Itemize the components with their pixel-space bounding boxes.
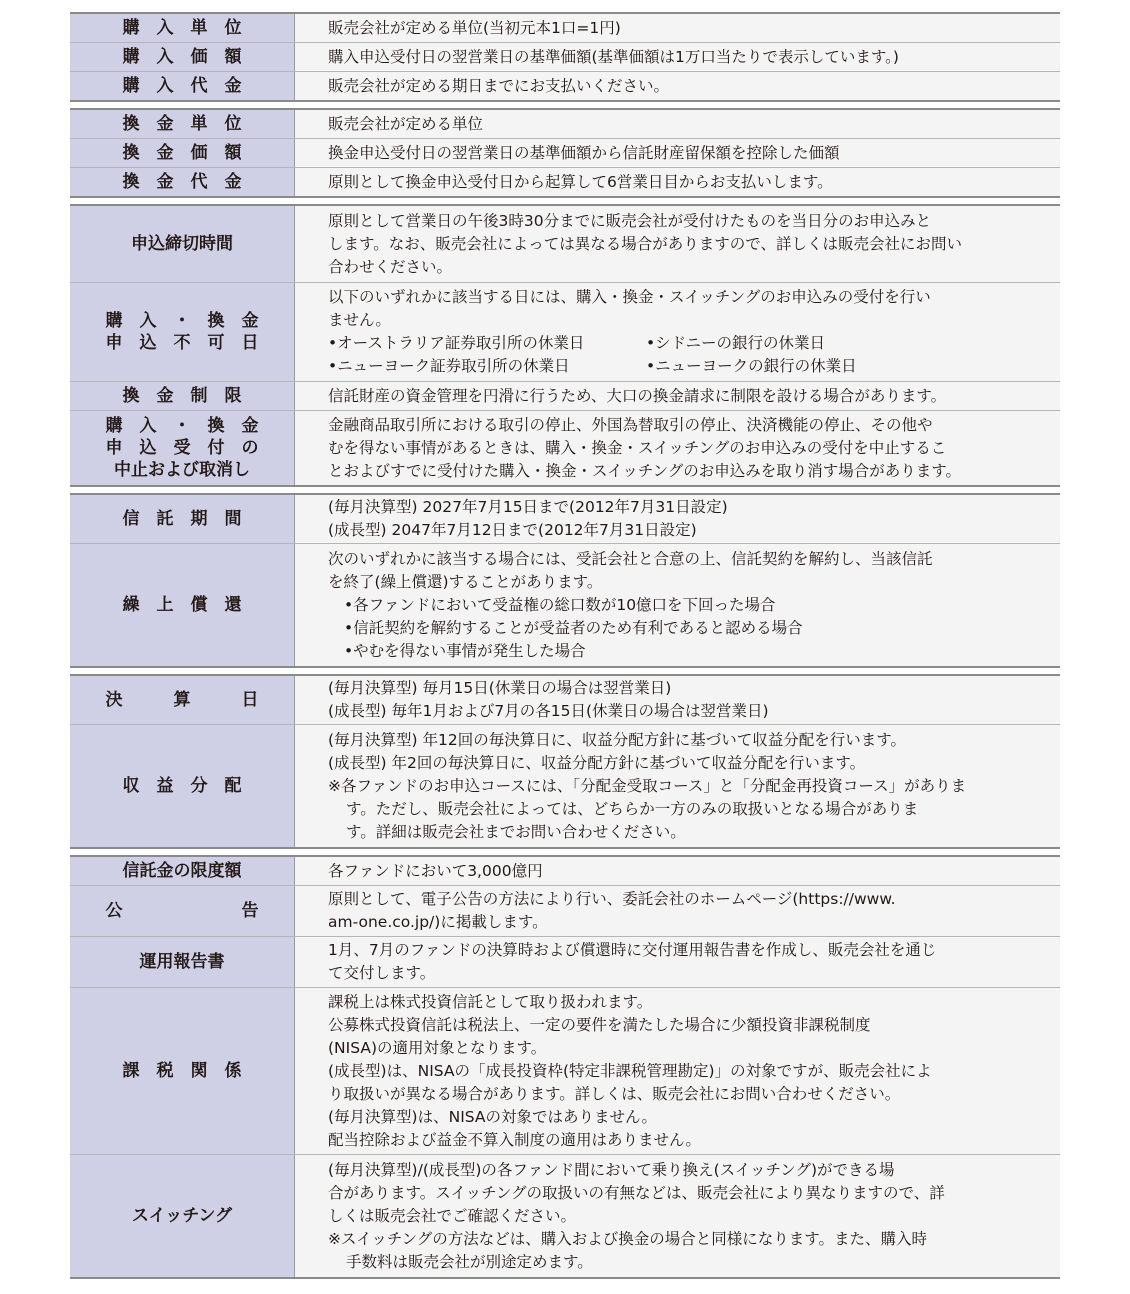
row-label	[70, 139, 295, 167]
value-line: 1月、7月のファンドの決算時および償還時に交付運用報告書を作成し、販売会社を通じ	[328, 941, 937, 959]
row-label-text: 決 算 日	[105, 690, 259, 710]
value-line: を終了(繰上償還)することがあります。	[328, 572, 603, 591]
table-row	[70, 43, 1060, 72]
value-line: 課税上は株式投資信託として取り扱われます。	[328, 992, 653, 1011]
holiday-item: •シドニーの銀行の休業日	[646, 334, 826, 352]
row-value	[295, 544, 1060, 666]
table-row	[70, 1155, 1060, 1277]
row-label	[70, 495, 295, 543]
value-line: 換金申込受付日の翌営業日の基準価額から信託財産留保額を控除した価額	[328, 143, 840, 162]
value-bullet: •やむを得ない事情が発生した場合	[344, 641, 586, 660]
value-line: (毎月決算型) 年12回の毎決算日に、収益分配方針に基づいて収益分配を行います。	[328, 730, 907, 749]
row-label-text: 申 込 不 可 日	[105, 333, 259, 353]
row-label	[70, 110, 295, 138]
value-line: (成長型) 2047年7月12日まで(2012年7月31日設定)	[328, 521, 697, 539]
value-line	[328, 355, 1052, 378]
row-value	[295, 110, 1060, 138]
row-value	[295, 283, 1060, 381]
row-label-text: 換 金 価 額	[122, 143, 242, 163]
value-line: (毎月決算型) 2027年7月15日まで(2012年7月31日設定)	[328, 498, 728, 516]
row-label	[70, 988, 295, 1154]
value-line: す。ただし、販売会社によっては、どちらか一方のみの取扱いとなる場合がありま	[346, 799, 919, 818]
value-line: むを得ない事情があるときは、購入・換金・スイッチングのお申込みの受付を中止するこ	[328, 438, 947, 457]
value-line: (毎月決算型)は、NISAの対象ではありません。	[328, 1107, 657, 1126]
row-label-text: 収 益 分 配	[122, 776, 242, 796]
row-value	[295, 168, 1060, 196]
row-label	[70, 1155, 295, 1277]
table-row	[70, 168, 1060, 196]
value-line: 金融商品取引所における取引の停止、外国為替取引の停止、決済機能の停止、その他や	[328, 415, 933, 434]
value-line: とおよびすでに受付けた購入・換金・スイッチングのお申込みを取り消す場合があります。	[328, 461, 962, 480]
table-section	[70, 674, 1060, 849]
row-label-text: 換 金 単 位	[122, 114, 242, 134]
value-bullet: •各ファンドにおいて受益権の総口数が10億口を下回った場合	[344, 595, 776, 614]
table-row	[70, 886, 1060, 937]
value-line: します。なお、販売会社によっては異なる場合がありますので、詳しくは販売会社にお問い	[328, 234, 962, 253]
table-section	[70, 204, 1060, 487]
table-row	[70, 382, 1060, 411]
value-line: す。詳細は販売会社までお問い合わせください。	[346, 822, 686, 841]
fund-terms-table	[70, 12, 1060, 1285]
value-line: 次のいずれかに該当する場合には、受託会社と合意の上、信託契約を解約し、当該信託	[328, 549, 933, 568]
holiday-item: •ニューヨークの銀行の休業日	[646, 357, 857, 375]
row-value	[295, 725, 1060, 847]
value-line: 合わせください。	[328, 257, 453, 276]
table-row	[70, 857, 1060, 886]
row-label-text: 購 入 単 位	[122, 18, 242, 38]
value-line: 販売会社が定める単位	[328, 114, 484, 133]
row-value	[295, 495, 1060, 543]
row-value	[295, 937, 1060, 987]
value-line: 原則として、電子公告の方法により行い、委託会社のホームページ(https://www.	[328, 890, 896, 908]
table-section	[70, 493, 1060, 668]
table-row	[70, 937, 1060, 988]
table-section	[70, 855, 1060, 1279]
value-line: 販売会社が定める単位(当初元本1口=1円)	[328, 18, 621, 37]
row-label	[70, 168, 295, 196]
value-line: (成長型) 毎年1月および7月の各15日(休業日の場合は翌営業日)	[328, 702, 769, 720]
row-label	[70, 411, 295, 485]
value-line: ※スイッチングの方法などは、購入および換金の場合と同様になります。また、購入時	[328, 1229, 928, 1248]
row-value	[295, 43, 1060, 71]
row-label	[70, 14, 295, 42]
row-value	[295, 382, 1060, 410]
value-line: (成長型)は、NISAの「成長投資枠(特定非課税管理勘定)」の対象ですが、販売会社によ	[328, 1061, 932, 1080]
table-section	[70, 12, 1060, 102]
row-value	[295, 14, 1060, 42]
table-row	[70, 411, 1060, 485]
table-row	[70, 988, 1060, 1155]
value-line: しくは販売会社でご確認ください。	[328, 1206, 577, 1225]
value-line: (成長型) 年2回の毎決算日に、収益分配方針に基づいて収益分配を行います。	[328, 753, 866, 772]
value-line: て交付します。	[328, 964, 436, 982]
row-value	[295, 676, 1060, 724]
value-line: ません。	[328, 311, 391, 329]
value-line: 合があります。スイッチングの取扱いの有無などは、販売会社により異なりますので、詳	[328, 1183, 945, 1202]
row-label	[70, 283, 295, 381]
row-label-text: 信託金の限度額	[122, 861, 242, 881]
row-label	[70, 725, 295, 847]
value-line: 以下のいずれかに該当する日には、購入・換金・スイッチングのお申込みの受付を行い	[328, 288, 931, 306]
row-label-text: 公 告	[105, 901, 259, 921]
row-label	[70, 72, 295, 100]
table-row	[70, 110, 1060, 139]
table-row	[70, 72, 1060, 100]
row-label	[70, 382, 295, 410]
holiday-item: •オーストラリア証券取引所の休業日	[328, 334, 585, 352]
table-row	[70, 676, 1060, 725]
row-label	[70, 206, 295, 282]
value-line: am-one.co.jp/)に掲載します。	[328, 913, 548, 931]
row-value	[295, 411, 1060, 485]
row-label-text: 運用報告書	[139, 952, 225, 972]
value-line: 各ファンドにおいて3,000億円	[328, 861, 543, 880]
row-label-text: 課 税 関 係	[122, 1061, 242, 1081]
row-label-text: 換 金 制 限	[122, 386, 242, 406]
value-line: ※各ファンドのお申込コースには、「分配金受取コース」と「分配金再投資コース」がありま	[328, 776, 967, 795]
table-row	[70, 544, 1060, 666]
row-value	[295, 988, 1060, 1154]
row-label-text: 購 入 ・ 換 金	[105, 416, 259, 436]
table-row	[70, 14, 1060, 43]
value-line: 原則として換金申込受付日から起算して6営業日目からお支払いします。	[328, 172, 833, 191]
table-section	[70, 108, 1060, 198]
row-label-text: 信 託 期 間	[122, 509, 242, 529]
table-row	[70, 495, 1060, 544]
row-label-text: 購 入 価 額	[122, 47, 242, 67]
row-label	[70, 544, 295, 666]
value-line: 配当控除および益金不算入制度の適用はありません。	[328, 1130, 701, 1149]
row-label	[70, 676, 295, 724]
row-value	[295, 1155, 1060, 1277]
value-bullet: •信託契約を解約することが受益者のため有利であると認める場合	[344, 618, 803, 637]
row-label-text: 申込締切時間	[131, 234, 233, 254]
row-label-text: 購 入 ・ 換 金	[105, 311, 259, 331]
value-line: 販売会社が定める期日までにお支払いください。	[328, 76, 670, 95]
row-label-text: 繰 上 償 還	[122, 595, 242, 615]
row-value	[295, 886, 1060, 936]
value-line: 信託財産の資金管理を円滑に行うため、大口の換金請求に制限を設ける場合があります。	[328, 386, 947, 405]
holiday-item: •ニューヨーク証券取引所の休業日	[328, 357, 570, 375]
row-label-text: 中止および取消し	[114, 460, 250, 480]
row-value	[295, 72, 1060, 100]
value-line: (毎月決算型)/(成長型)の各ファンド間において乗り換え(スイッチング)ができる場	[328, 1160, 895, 1179]
row-value	[295, 206, 1060, 282]
row-label-text: 申 込 受 付 の	[105, 438, 259, 458]
table-row	[70, 206, 1060, 283]
row-value	[295, 139, 1060, 167]
row-label-text: 換 金 代 金	[122, 172, 242, 192]
row-label	[70, 857, 295, 885]
value-line: り取扱いが異なる場合があります。詳しくは、販売会社にお問い合わせください。	[328, 1084, 901, 1103]
row-label	[70, 937, 295, 987]
value-line: 原則として営業日の午後3時30分までに販売会社が受付けたものを当日分のお申込みと	[328, 211, 932, 230]
value-line	[328, 332, 1052, 355]
row-label	[70, 886, 295, 936]
value-line: 購入申込受付日の翌営業日の基準価額(基準価額は1万口当たりで表示しています。)	[328, 47, 899, 66]
row-label-text: 購 入 代 金	[122, 76, 242, 96]
value-line: 手数料は販売会社が別途定めます。	[346, 1252, 593, 1271]
row-label-text: スイッチング	[131, 1206, 233, 1226]
value-line: (毎月決算型) 毎月15日(休業日の場合は翌営業日)	[328, 679, 672, 697]
table-row	[70, 725, 1060, 847]
table-row	[70, 139, 1060, 168]
row-value	[295, 857, 1060, 885]
value-line: 公募株式投資信託は税法上、一定の要件を満たした場合に少額投資非課税制度	[328, 1015, 871, 1034]
value-line: (NISA)の適用対象となります。	[328, 1038, 547, 1057]
table-row	[70, 283, 1060, 382]
row-label	[70, 43, 295, 71]
